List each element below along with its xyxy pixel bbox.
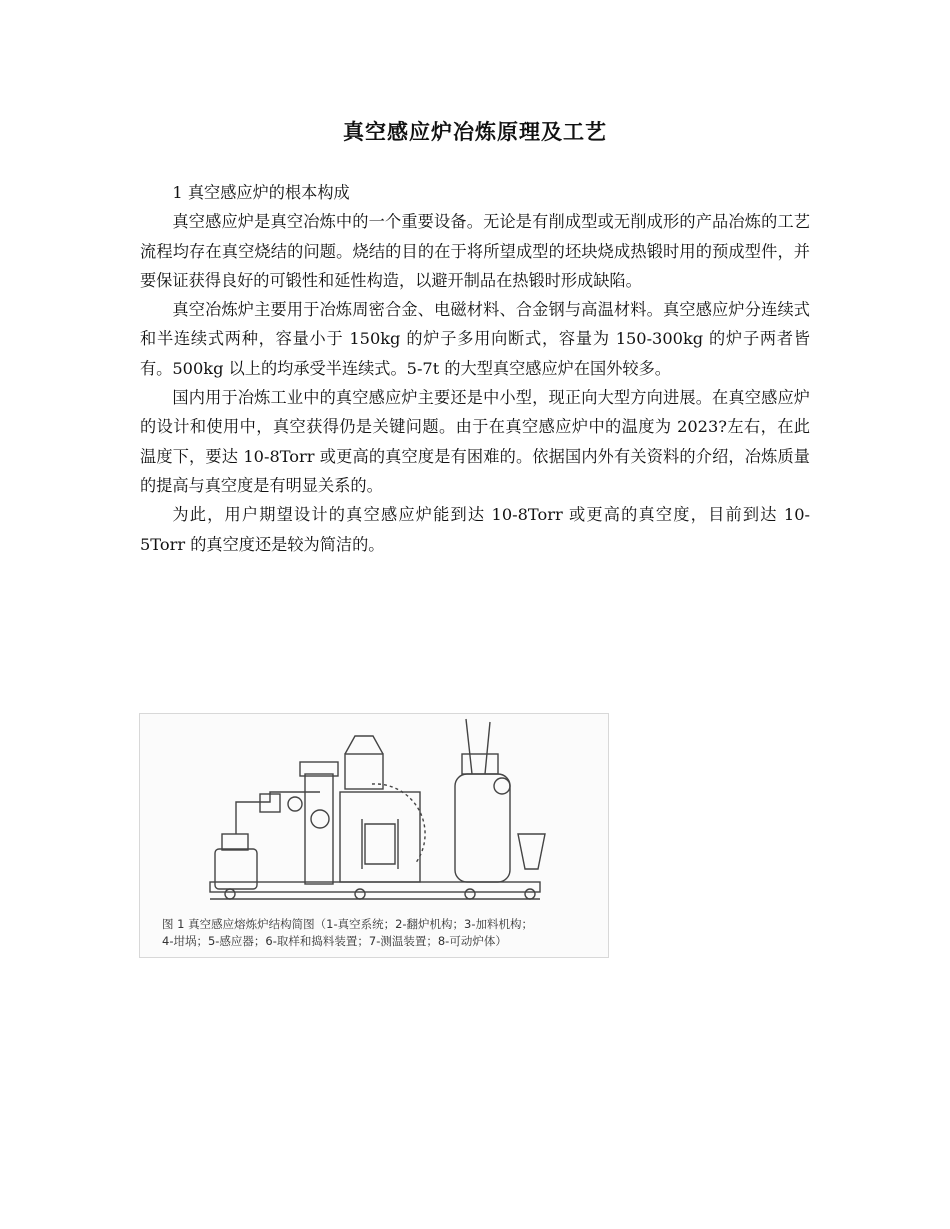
base-frame xyxy=(210,882,540,892)
figure-caption xyxy=(162,916,592,950)
crucible xyxy=(365,824,395,864)
section-heading: 1 真空感应炉的根本构成 xyxy=(172,183,350,202)
vacuum-pipe xyxy=(236,792,320,834)
induction-coil xyxy=(362,819,398,869)
wheel-3 xyxy=(465,889,475,899)
right-hopper xyxy=(518,834,545,869)
feeding-hopper xyxy=(345,754,383,789)
paragraph-4: 为此，用户期望设计的真空感应炉能到达 10-8Torr 或更高的真空度，目前到达 10-5Torr 的真空度还是较为简洁的。 xyxy=(140,505,810,554)
document-body xyxy=(140,178,810,559)
pump-top xyxy=(222,834,248,850)
furnace-structure-figure xyxy=(139,713,609,958)
paragraph-3: 国内用于冶炼工业中的真空感应炉主要还是中小型，现正向大型方向进展。在真空感应炉的设计和使用中，真空获得仍是关键问题。由于在真空感应炉中的温度为 2023?左右，在此温度下，要达 10-8Torr 或更高的真空度是有困难的。依据国内外有关资料的介绍，冶炼质量的提高与真空度是有明显关系的。 xyxy=(140,388,810,495)
sampling-rod-1 xyxy=(466,719,472,774)
hopper-top xyxy=(345,736,383,754)
vacuum-column xyxy=(305,774,333,884)
furnace-chamber xyxy=(340,792,420,882)
sampling-rod-2 xyxy=(485,722,490,774)
paragraph-1: 真空感应炉是真空冶炼中的一个重要设备。无论是有削成型或无削成形的产品冶炼的工艺流程均存在真空烧结的问题。烧结的目的在于将所望成型的坯块烧成热锻时用的预成型件，并要保证获得良好的可锻性和延性构造，以避开制品在热锻时形成缺陷。 xyxy=(140,212,810,290)
figure-caption-line-1: 图 1 真空感应熔炼炉结构简图（1-真空系统；2-翻炉机构；3-加料机构； xyxy=(162,917,534,931)
document-title: 真空感应炉冶炼原理及工艺 xyxy=(343,119,607,144)
furnace-diagram xyxy=(140,714,608,914)
valve-wheel xyxy=(288,797,302,811)
paragraph-2: 真空冶炼炉主要用于冶炼周密合金、电磁材料、合金钢与高温材料。真空感应炉分连续式和半连续式两种，容量小于 150kg 的炉子多用向断式，容量为 150-300kg 的炉子两者皆有。500kg 以上的均承受半连续式。5-7t 的大型真空感应炉在国外较多。 xyxy=(140,300,810,378)
movable-furnace-body xyxy=(455,774,510,882)
wheel-4 xyxy=(525,889,535,899)
wheel-1 xyxy=(225,889,235,899)
wheel-2 xyxy=(355,889,365,899)
vacuum-pump xyxy=(215,849,257,889)
sampling-device xyxy=(462,754,498,774)
figure-caption-line-2: 4-坩埚；5-感应器；6-取样和捣料装置；7-测温装置；8-可动炉体） xyxy=(162,934,507,948)
temperature-probe xyxy=(494,778,510,794)
tilting-gear xyxy=(311,810,329,828)
